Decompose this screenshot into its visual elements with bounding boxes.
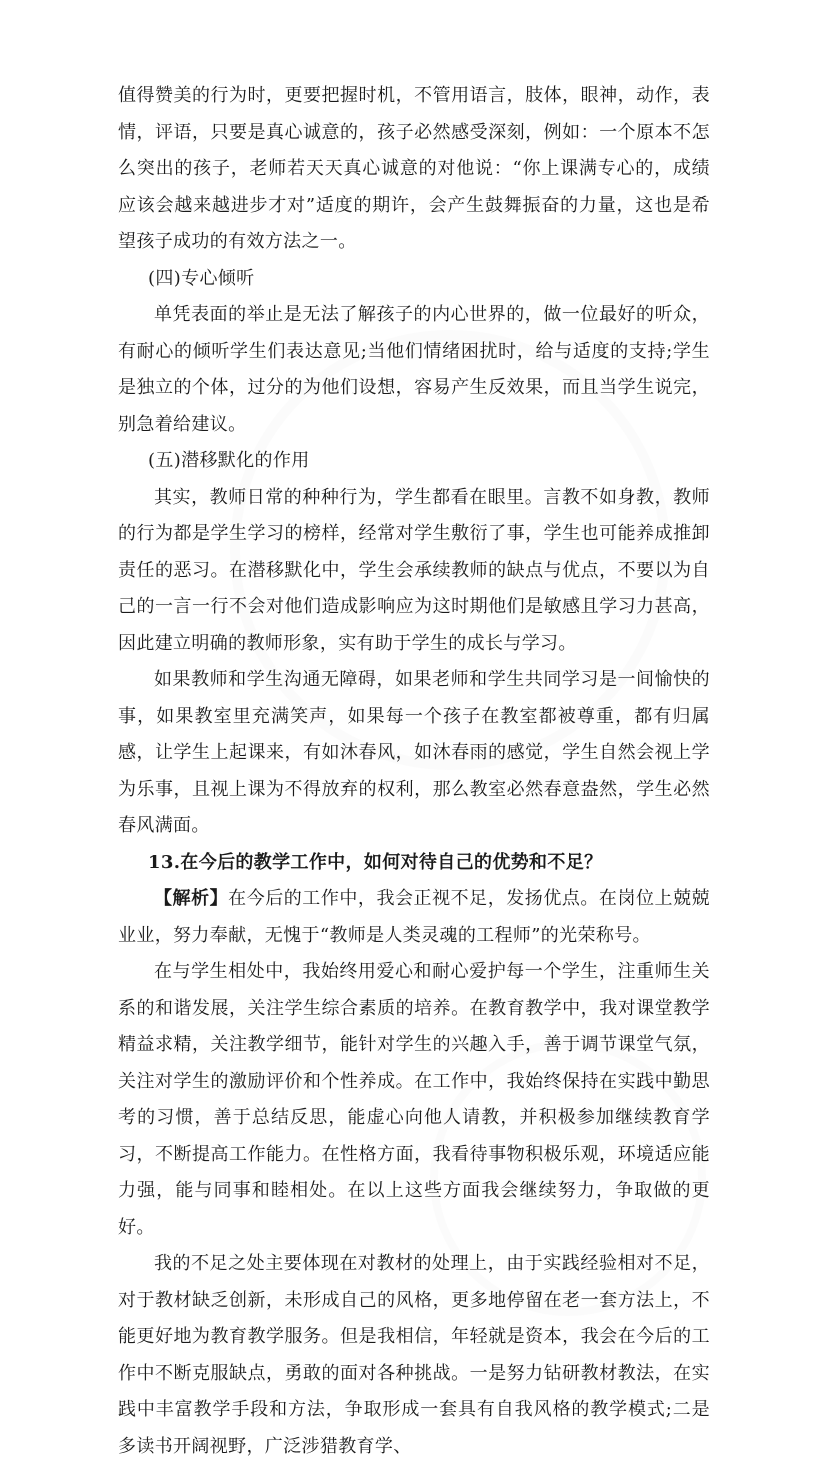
paragraph-weaknesses: 我的不足之处主要体现在对教材的处理上，由于实践经验相对不足，对于教材缺乏创新，未形成自己的风格，更多地停留在老一套方法上，不能更好地为教育教学服务。但是我相信，年轻就是资本，我会在今后的工作中不断克服缺点，勇敢的面对各种挑战。一是努力钻研教材教法，在实践中丰富教学手段和方法，争取形成一套具有自我风格的教学模式;二是多读书开阔视野，广泛涉猎教育学、: [118, 1253, 710, 1457]
paragraph-strengths: 在与学生相处中，我始终用爱心和耐心爱护每一个学生，注重师生关系的和谐发展，关注学生综合素质的培养。在教育教学中，我对课堂教学精益求精，关注教学细节，能针对学生的兴趣入手，善于调节课堂气氛，关注对学生的激励评价和个性养成。在工作中，我始终保持在实践中勤思考的习惯，善于总结反思，能虚心向他人请教，并积极参加继续教育学习，不断提高工作能力。在性格方面，我看待事物积极乐观，环境适应能力强，能与同事和睦相处。在以上这些方面我会继续努力，争取做的更好。: [118, 961, 710, 1238]
answer-label: 【解析】: [154, 888, 229, 909]
question-13: 13.在今后的教学工作中，如何对待自己的优势和不足？: [148, 851, 603, 873]
paragraph-answer-intro: [118, 881, 710, 954]
paragraph-praise-continued: 值得赞美的行为时，更要把握时机，不管用语言，肢体，眼神，动作，表情，评语，只要是真心诚意的，孩子必然感受深刻，例如：一个原本不怎么突出的孩子，老师若天天真心诚意的对他说：“你上课满专心的，成绩应该会越来越进步才对”适度的期许，会产生鼓舞振奋的力量，这也是希望孩子成功的有效方法之一。: [118, 85, 710, 252]
paragraph-listen: 单凭表面的举止是无法了解孩子的内心世界的，做一位最好的听众，有耐心的倾听学生们表达意见;当他们情绪困扰时，给与适度的支持;学生是独立的个体，过分的为他们设想，容易产生反效果，而且当学生说完，别急着给建议。: [118, 304, 710, 435]
subheading-listen: (四)专心倾听: [148, 267, 255, 289]
paragraph-communication: 如果教师和学生沟通无障碍，如果老师和学生共同学习是一间愉快的事，如果教室里充满笑声，如果每一个孩子在教室都被尊重，都有归属感，让学生上起课来，有如沐春风，如沐春雨的感觉，学生自然会视上学为乐事，且视上课为不得放弃的权利，那么教室必然春意盎然，学生必然春风满面。: [118, 669, 710, 836]
answer-intro-text: 在今后的工作中，我会正视不足，发扬优点。在岗位上兢兢业业，努力奉献，无愧于“教师是人类灵魂的工程师”的光荣称号。: [118, 888, 710, 946]
subheading-influence: (五)潜移默化的作用: [148, 450, 310, 471]
document-body: [118, 78, 710, 1465]
paragraph-influence: 其实，教师日常的种种行为，学生都看在眼里。言教不如身教，教师的行为都是学生学习的榜样，经常对学生敷衍了事，学生也可能养成推卸责任的恶习。在潜移默化中，学生会承续教师的缺点与优点，不要以为自己的一言一行不会对他们造成影响应为这时期他们是敏感且学习力甚高，因此建立明确的教师形象，实有助于学生的成长与学习。: [118, 486, 710, 654]
